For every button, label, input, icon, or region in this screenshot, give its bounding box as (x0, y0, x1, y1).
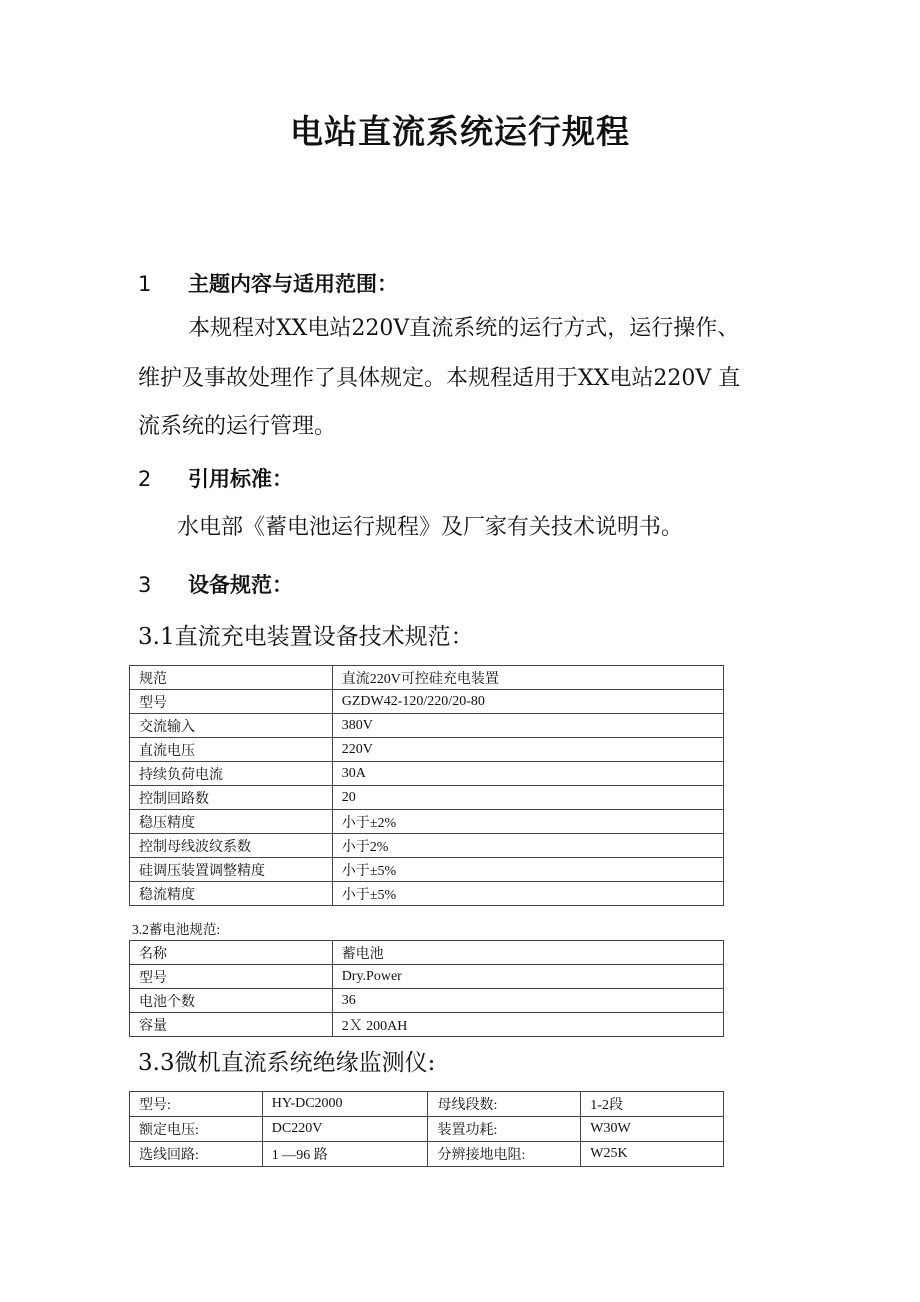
spec-value: 蓄电池 (332, 941, 723, 965)
spec-value: 380V (332, 714, 723, 738)
section-1-line-3: 流系统的运行管理。 (138, 414, 337, 439)
table-row (130, 1142, 724, 1167)
table-row (130, 965, 724, 989)
table-row (130, 810, 724, 834)
table-row (130, 690, 724, 714)
spec-label: 控制回路数 (130, 786, 333, 810)
spec-label: 型号 (130, 690, 333, 714)
section-3-title: 设备规范： (188, 573, 293, 597)
section-2-text: 水电部《蓄电池运行规程》及厂家有关技术说明书。 (177, 515, 684, 540)
section-1-number: 1 (138, 272, 152, 296)
spec-label: 名称 (130, 941, 333, 965)
insulation-monitor-table (129, 1091, 724, 1167)
table-row (130, 858, 724, 882)
spec-label: 稳流精度 (130, 882, 333, 906)
spec-value: GZDW42-120/220/20-80 (332, 690, 723, 714)
table-row (130, 666, 724, 690)
spec-value: 小于2% (332, 834, 723, 858)
section-1-title: 主题内容与适用范围： (188, 272, 398, 296)
spec-value: 小于±5% (332, 858, 723, 882)
spec-label: 分辨接地电阻: (428, 1142, 581, 1167)
section-3-heading (138, 569, 293, 599)
spec-value: 直流220V可控硅充电装置 (332, 666, 723, 690)
table-row (130, 834, 724, 858)
table-row (130, 786, 724, 810)
table-row (130, 1013, 724, 1037)
spec-label: 硅调压装置调整精度 (130, 858, 333, 882)
spec-label: 额定电压: (130, 1117, 263, 1142)
table-row (130, 762, 724, 786)
page-title: 电站直流系统运行规程 (290, 112, 630, 151)
spec-label: 直流电压 (130, 738, 333, 762)
subsection-3-2-heading: 3.2蓄电池规范: (132, 922, 221, 937)
spec-value: W25K (581, 1142, 724, 1167)
spec-label: 装置功耗: (428, 1117, 581, 1142)
spec-value: 20 (332, 786, 723, 810)
table-row (130, 882, 724, 906)
spec-label: 稳压精度 (130, 810, 333, 834)
spec-label: 电池个数 (130, 989, 333, 1013)
section-2-heading (138, 463, 293, 493)
spec-value: 小于±5% (332, 882, 723, 906)
spec-value: 1-2段 (581, 1092, 724, 1117)
spec-label: 控制母线波纹系数 (130, 834, 333, 858)
spec-value: 36 (332, 989, 723, 1013)
spec-label: 型号: (130, 1092, 263, 1117)
table-row (130, 1117, 724, 1142)
section-2-number: 2 (138, 467, 152, 491)
table-row (130, 1092, 724, 1117)
section-2-title: 引用标准： (188, 467, 293, 491)
spec-label: 持续负荷电流 (130, 762, 333, 786)
spec-value: 30A (332, 762, 723, 786)
spec-label: 交流输入 (130, 714, 333, 738)
section-1-line-1: 本规程对XX电站220V直流系统的运行方式，运行操作、 (188, 316, 740, 341)
spec-label: 母线段数: (428, 1092, 581, 1117)
spec-value: HY-DC2000 (262, 1092, 428, 1117)
spec-value: 1 —96 路 (262, 1142, 428, 1167)
spec-value: 小于±2% (332, 810, 723, 834)
spec-label: 型号 (130, 965, 333, 989)
spec-value: 2Ｘ 200AH (332, 1013, 723, 1037)
battery-spec-table (129, 940, 724, 1037)
section-1-heading (138, 268, 398, 298)
section-3-number: 3 (138, 573, 152, 597)
table-row (130, 714, 724, 738)
spec-label: 选线回路: (130, 1142, 263, 1167)
table-row (130, 941, 724, 965)
spec-label: 容量 (130, 1013, 333, 1037)
table-row (130, 989, 724, 1013)
table-row (130, 738, 724, 762)
spec-value: 220V (332, 738, 723, 762)
spec-value: DC220V (262, 1117, 428, 1142)
section-1-line-2: 维护及事故处理作了具体规定。本规程适用于XX电站220V 直 (138, 366, 741, 391)
subsection-3-1-heading: 3.1直流充电装置设备技术规范： (138, 624, 474, 650)
spec-label: 规范 (130, 666, 333, 690)
spec-value: Dry.Power (332, 965, 723, 989)
spec-value: W30W (581, 1117, 724, 1142)
subsection-3-3-heading: 3.3微机直流系统绝缘监测仪: (138, 1050, 436, 1076)
charger-spec-table (129, 665, 724, 906)
